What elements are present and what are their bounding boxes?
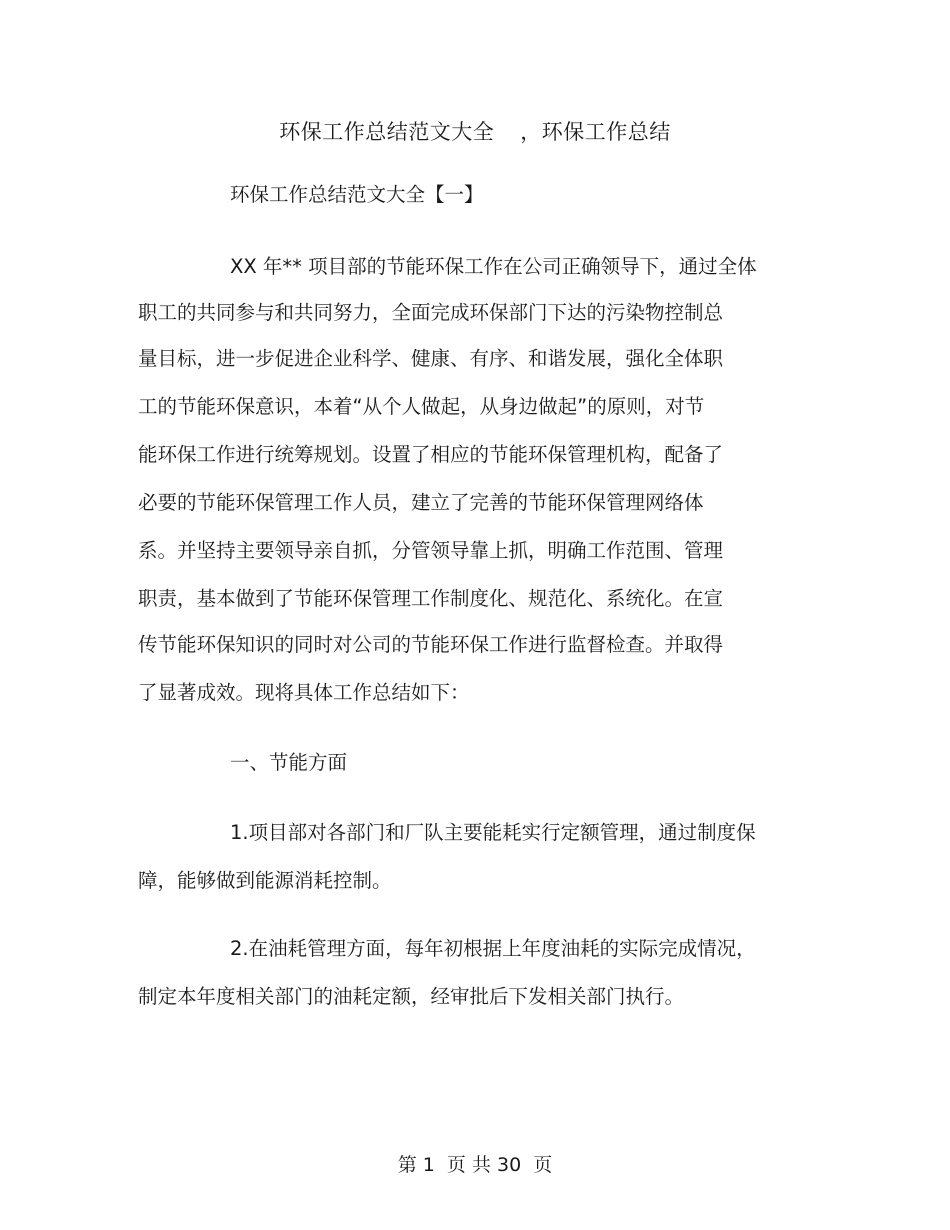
title-part-2: ，环保工作总结 — [520, 120, 671, 144]
paragraph-line: 职责，基本做到了节能环保管理工作制度化、规范化、系统化。在宣 — [138, 587, 724, 610]
list-item-line: 障，能够做到能源消耗控制。 — [138, 869, 392, 892]
document-title — [0, 116, 950, 146]
section-subtitle: 环保工作总结范文大全【一】 — [230, 183, 484, 206]
paragraph-line: 必要的节能环保管理工作人员，建立了完善的节能环保管理网络体 — [138, 491, 704, 514]
list-item-line: 制定本年度相关部门的油耗定额，经审批后下发相关部门执行。 — [138, 985, 685, 1008]
paragraph-line: 量目标，进一步促进企业科学、健康、有序、和谐发展，强化全体职 — [138, 347, 724, 370]
paragraph-line: XX 年** 项目部的节能环保工作在公司正确领导下，通过全体 — [230, 255, 757, 278]
paragraph-line: 能环保工作进行统筹规划。设置了相应的节能环保管理机构，配备了 — [138, 443, 724, 466]
list-item-line: 2.在油耗管理方面，每年初根据上年度油耗的实际完成情况， — [230, 937, 756, 960]
page-number-footer: 第 1 页 共 30 页 — [397, 1154, 553, 1176]
list-item-line: 1.项目部对各部门和厂队主要能耗实行定额管理，通过制度保 — [230, 821, 756, 844]
section-heading: 一、节能方面 — [230, 751, 348, 774]
paragraph-line: 传节能环保知识的同时对公司的节能环保工作进行监督检查。并取得 — [138, 633, 724, 656]
paragraph-line: 系。并坚持主要领导亲自抓，分管领导靠上抓，明确工作范围、管理 — [138, 539, 724, 562]
paragraph-line: 职工的共同参与和共同努力，全面完成环保部门下达的污染物控制总 — [138, 301, 724, 324]
paragraph-line: 了显著成效。现将具体工作总结如下： — [138, 681, 470, 704]
paragraph-line: 工的节能环保意识，本着“从个人做起，从身边做起”的原则，对节 — [138, 395, 705, 418]
title-part-1: 环保工作总结范文大全 — [279, 120, 495, 144]
